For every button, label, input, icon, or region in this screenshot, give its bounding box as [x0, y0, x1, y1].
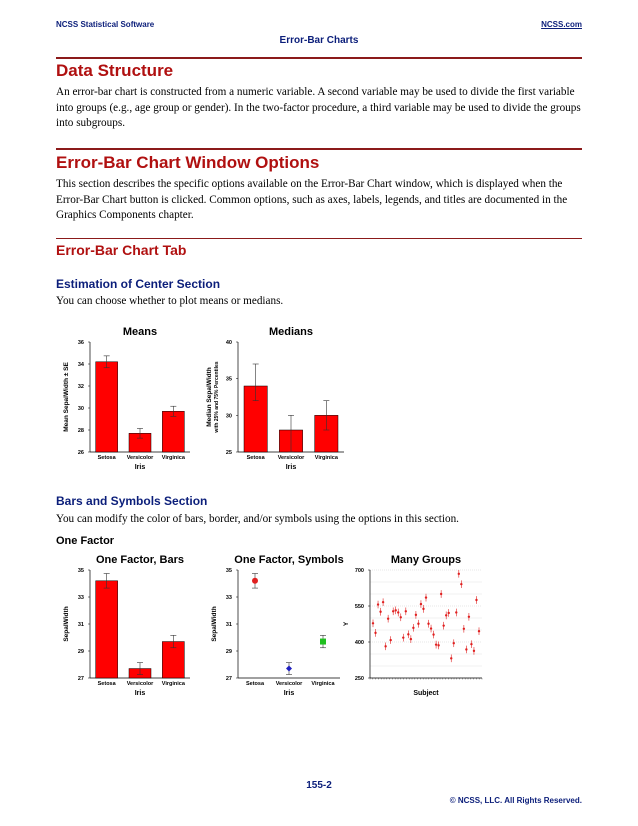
y-tick-label: 27	[77, 676, 84, 682]
x-axis-label: Iris	[134, 690, 146, 697]
y-tick-label: 400	[354, 640, 364, 646]
symbol-point	[442, 624, 444, 626]
symbol-point	[458, 573, 460, 575]
x-tick-label: Setosa	[97, 455, 116, 461]
symbol-point	[445, 614, 447, 616]
bar	[162, 411, 184, 452]
symbol-point	[450, 657, 452, 659]
symbol-point	[372, 622, 374, 624]
x-tick-label: Virginica	[314, 455, 338, 461]
x-axis-label: Iris	[285, 464, 297, 471]
symbol-point	[420, 603, 422, 605]
y-tick-label: 550	[354, 604, 364, 610]
subsection-title-error-bar-chart-tab: Error-Bar Chart Tab	[56, 242, 187, 258]
symbol-point	[387, 618, 389, 620]
x-axis-label: Iris	[134, 464, 146, 471]
symbol-point	[475, 599, 477, 601]
y-axis-label: Y	[343, 621, 350, 627]
window-options-paragraph: This section describes the specific options available on the Error-Bar Chart window, which is displayed when the Error-Bar Chart button is clicked. Common options, such as axes, labels, legends, and titles are documented in the Graphics Components chapter.	[56, 178, 568, 221]
bar	[96, 362, 118, 452]
y-tick-label: 250	[354, 676, 364, 682]
symbol-point	[435, 643, 437, 645]
symbol-point	[430, 627, 432, 629]
data-structure-paragraph: An error-bar chart is constructed from a numeric variable. A second variable may be used to divide the first variable into groups (e.g., age group or gender). In the two-factor procedure, a third variable may be used to divide the groups into subgroups.	[56, 86, 581, 129]
symbol-point	[417, 623, 419, 625]
symbol-point	[382, 601, 384, 603]
symbol-point	[405, 610, 407, 612]
x-tick-label: Versicolor	[126, 681, 154, 687]
symbol-point	[410, 638, 412, 640]
symbol-point	[465, 648, 467, 650]
y-axis-label: Mean SepalWidth ± SE	[63, 362, 70, 432]
header-software-name: NCSS Statistical Software	[56, 20, 155, 29]
page-number: 155-2	[306, 780, 332, 791]
symbol-point	[422, 608, 424, 610]
symbol-point	[402, 636, 404, 638]
y-tick-label: 33	[77, 595, 84, 601]
symbol-point	[397, 611, 399, 613]
y-tick-label: 31	[77, 622, 84, 628]
y-tick-label: 33	[225, 595, 232, 601]
symbol-point	[440, 593, 442, 595]
x-tick-label: Versicolor	[275, 681, 303, 687]
x-tick-label: Setosa	[97, 681, 116, 687]
symbol-point	[478, 630, 480, 632]
symbol-point	[320, 639, 326, 645]
chart-title: One Factor, Bars	[95, 554, 185, 566]
chart-title: Medians	[268, 326, 314, 338]
symbol-point	[432, 633, 434, 635]
symbol-point	[286, 666, 292, 672]
y-tick-label: 30	[77, 406, 84, 412]
y-axis-label: SepalWidth	[63, 606, 70, 642]
section-title-data-structure: Data Structure	[56, 61, 174, 80]
symbol-point	[460, 583, 462, 585]
y-axis-label: SepalWidth	[211, 606, 218, 642]
symbol-point	[427, 623, 429, 625]
section-divider	[56, 148, 582, 150]
symbol-point	[395, 609, 397, 611]
symbol-point	[400, 616, 402, 618]
symbol-point	[425, 596, 427, 598]
symbol-point	[379, 611, 381, 613]
y-axis-label: Median SepalWidth	[206, 367, 213, 427]
y-tick-label: 35	[225, 376, 232, 383]
y-tick-label: 29	[225, 649, 232, 655]
copyright: © NCSS, LLC. All Rights Reserved.	[449, 796, 582, 805]
estimation-paragraph: You can choose whether to plot means or medians.	[56, 295, 284, 307]
x-tick-label: Versicolor	[126, 455, 154, 461]
section-divider	[56, 57, 582, 59]
means-chart	[56, 322, 196, 472]
heading-bars-and-symbols: Bars and Symbols Section	[56, 494, 208, 508]
symbol-point	[377, 603, 379, 605]
one-factor-symbols-chart	[202, 550, 344, 698]
one-factor-bars-chart	[56, 550, 196, 698]
y-tick-label: 40	[225, 340, 232, 346]
symbol-point	[473, 650, 475, 652]
x-tick-label: Virginica	[161, 455, 185, 461]
y-tick-label: 25	[225, 450, 232, 456]
symbol-point	[463, 628, 465, 630]
x-tick-label: Setosa	[246, 455, 265, 461]
y-axis-label-secondary: with 25% and 75% Percentiles	[214, 361, 220, 433]
symbol-point	[407, 633, 409, 635]
header-website-link[interactable]: NCSS.com	[541, 20, 582, 29]
symbol-point	[455, 611, 457, 613]
symbol-point	[392, 610, 394, 612]
chart-title: Means	[122, 326, 158, 338]
medians-chart	[202, 322, 348, 472]
y-tick-label: 36	[77, 340, 84, 346]
x-axis-label: Subject	[413, 690, 439, 697]
x-tick-label: Setosa	[245, 681, 265, 687]
section-title-window-options: Error-Bar Chart Window Options	[56, 153, 320, 172]
chart-title: One Factor, Symbols	[234, 554, 344, 566]
y-tick-label: 30	[225, 413, 232, 420]
header-chapter-title: Error-Bar Charts	[279, 35, 359, 46]
symbol-point	[412, 627, 414, 629]
x-axis-label: Iris	[283, 690, 295, 697]
subsection-divider	[56, 238, 582, 239]
y-tick-label: 31	[225, 622, 232, 628]
y-tick-label: 26	[77, 450, 84, 456]
symbol-point	[384, 645, 386, 647]
many-groups-chart	[343, 550, 494, 698]
y-tick-label: 27	[225, 676, 232, 682]
symbol-point	[252, 578, 258, 584]
symbol-point	[437, 644, 439, 646]
symbol-point	[415, 614, 417, 616]
x-tick-label: Virginica	[311, 681, 335, 687]
y-tick-label: 35	[225, 568, 232, 574]
bars-symbols-paragraph: You can modify the color of bars, border, and/or symbols using the options in this section.	[56, 513, 459, 525]
bar	[96, 581, 118, 678]
heading-estimation-of-center: Estimation of Center Section	[56, 277, 221, 291]
symbol-point	[453, 642, 455, 644]
symbol-point	[389, 639, 391, 641]
symbol-point	[470, 643, 472, 645]
y-tick-label: 29	[77, 649, 84, 655]
y-tick-label: 32	[77, 384, 84, 390]
y-tick-label: 34	[77, 362, 84, 368]
heading-one-factor: One Factor	[56, 535, 115, 547]
symbol-point	[448, 612, 450, 614]
symbol-point	[374, 632, 376, 634]
y-tick-label: 700	[354, 568, 364, 574]
x-tick-label: Virginica	[161, 681, 185, 687]
x-tick-label: Versicolor	[277, 455, 305, 461]
y-tick-label: 35	[77, 568, 84, 574]
y-tick-label: 28	[77, 428, 84, 434]
symbol-point	[468, 616, 470, 618]
chart-title: Many Groups	[390, 554, 462, 566]
